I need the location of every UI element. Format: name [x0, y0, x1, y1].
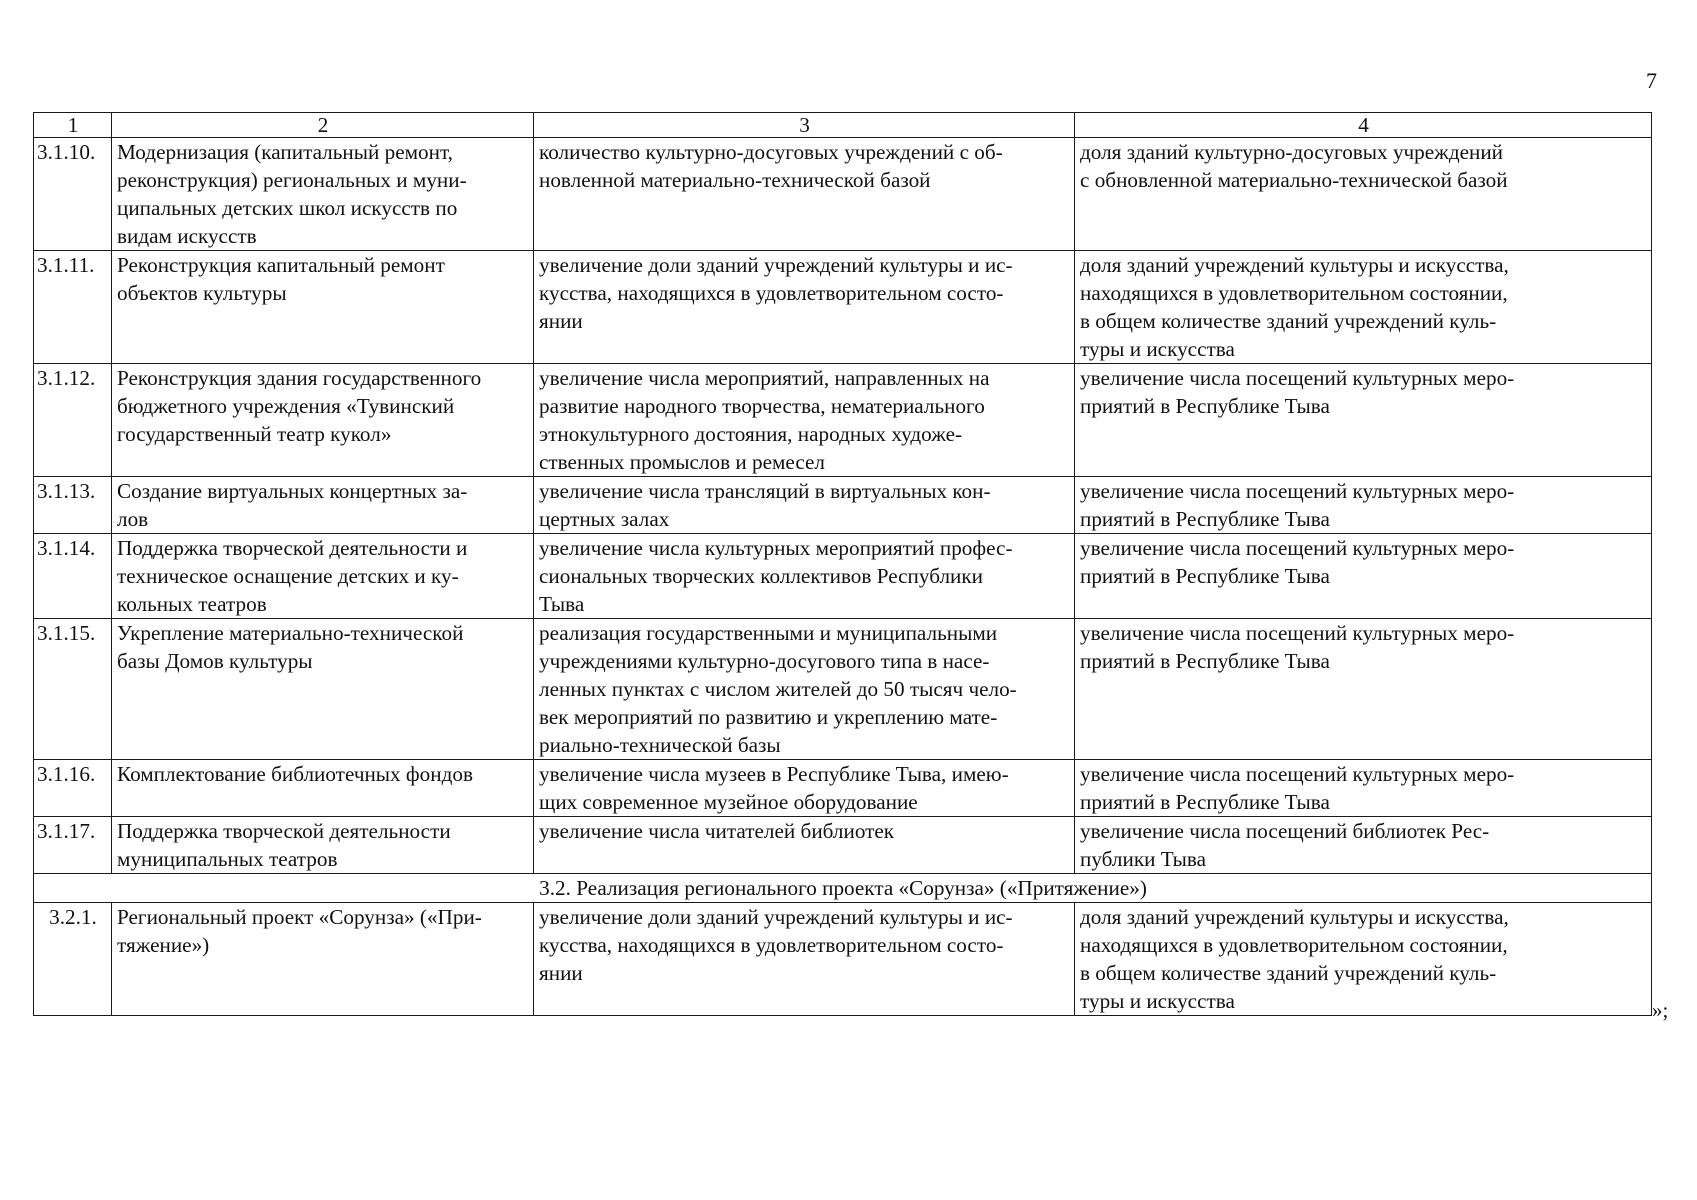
header-col-4: 4 — [1075, 113, 1652, 138]
table-row — [34, 817, 1652, 874]
expected-result: увеличение числа мероприятий, направленных на развитие народного творчества, нематериального этнокультурного достояния, народных художе- ственных промыслов и ремесел — [534, 364, 1075, 477]
measure-name: Поддержка творческой деятельности муниципальных театров — [112, 817, 534, 874]
measure-name: Региональный проект «Сорунза» («При- тяжение») — [112, 903, 534, 1016]
measure-name: Комплектование библиотечных фондов — [112, 760, 534, 817]
closing-quote-mark: »; — [1652, 998, 1669, 1022]
page-number: 7 — [1646, 68, 1657, 93]
indicator: доля зданий учреждений культуры и искусства, находящихся в удовлетворительном состоянии, в общем количестве зданий учреждений куль- туры и искусства — [1075, 903, 1652, 1016]
row-number: 3.1.13. — [34, 477, 112, 534]
indicator: доля зданий культурно-досуговых учреждений с обновленной материально-технической базой — [1075, 138, 1652, 251]
header-row — [34, 113, 1652, 138]
expected-result: увеличение числа музеев в Республике Тыва, имею- щих современное музейное оборудование — [534, 760, 1075, 817]
expected-result: количество культурно-досуговых учреждений с об- новленной материально-технической базой — [534, 138, 1075, 251]
row-number: 3.1.16. — [34, 760, 112, 817]
measure-name: Реконструкция здания государственного бюджетного учреждения «Тувинский государственный театр кукол» — [112, 364, 534, 477]
row-number: 3.1.17. — [34, 817, 112, 874]
indicator: увеличение числа посещений культурных меро- приятий в Республике Тыва — [1075, 619, 1652, 760]
table-row — [34, 534, 1652, 619]
expected-result: увеличение числа культурных мероприятий профес- сиональных творческих коллективов Республики Тыва — [534, 534, 1075, 619]
header-col-3: 3 — [534, 113, 1075, 138]
section-row — [34, 874, 1652, 903]
expected-result: увеличение доли зданий учреждений культуры и ис- кусства, находящихся в удовлетворительном состо- янии — [534, 251, 1075, 364]
measure-name: Создание виртуальных концертных за- лов — [112, 477, 534, 534]
row-number: 3.1.11. — [34, 251, 112, 364]
table-row — [34, 138, 1652, 251]
measures-table — [33, 112, 1652, 1016]
expected-result: увеличение числа трансляций в виртуальных кон- цертных залах — [534, 477, 1075, 534]
section-title: 3.2. Реализация регионального проекта «Сорунза» («Притяжение») — [34, 874, 1652, 903]
header-col-1: 1 — [34, 113, 112, 138]
table-row — [34, 619, 1652, 760]
table-row — [34, 251, 1652, 364]
indicator: увеличение числа посещений библиотек Рес- публики Тыва — [1075, 817, 1652, 874]
measure-name: Укрепление материально-технической базы Домов культуры — [112, 619, 534, 760]
measure-name: Реконструкция капитальный ремонт объектов культуры — [112, 251, 534, 364]
measure-name: Поддержка творческой деятельности и техническое оснащение детских и ку- кольных театров — [112, 534, 534, 619]
row-number: 3.1.12. — [34, 364, 112, 477]
table-row — [34, 903, 1652, 1016]
table-row — [34, 477, 1652, 534]
table-row — [34, 364, 1652, 477]
row-number: 3.1.15. — [34, 619, 112, 760]
indicator: увеличение числа посещений культурных меро- приятий в Республике Тыва — [1075, 534, 1652, 619]
row-number: 3.2.1. — [34, 903, 112, 1016]
expected-result: увеличение доли зданий учреждений культуры и ис- кусства, находящихся в удовлетворительном состо- янии — [534, 903, 1075, 1016]
expected-result: реализация государственными и муниципальными учреждениями культурно-досугового типа в насе- ленных пунктах с числом жителей до 50 тысяч чело- век мероприятий по развитию и укреплению мате- риально-технической базы — [534, 619, 1075, 760]
indicator: доля зданий учреждений культуры и искусства, находящихся в удовлетворительном состоянии, в общем количестве зданий учреждений куль- туры и искусства — [1075, 251, 1652, 364]
header-col-2: 2 — [112, 113, 534, 138]
row-number: 3.1.10. — [34, 138, 112, 251]
indicator: увеличение числа посещений культурных меро- приятий в Республике Тыва — [1075, 477, 1652, 534]
measure-name: Модернизация (капитальный ремонт, реконструкция) региональных и муни- ципальных детских школ искусств по видам искусств — [112, 138, 534, 251]
expected-result: увеличение числа читателей библиотек — [534, 817, 1075, 874]
table-row — [34, 760, 1652, 817]
indicator: увеличение числа посещений культурных меро- приятий в Республике Тыва — [1075, 364, 1652, 477]
indicator: увеличение числа посещений культурных меро- приятий в Республике Тыва — [1075, 760, 1652, 817]
row-number: 3.1.14. — [34, 534, 112, 619]
